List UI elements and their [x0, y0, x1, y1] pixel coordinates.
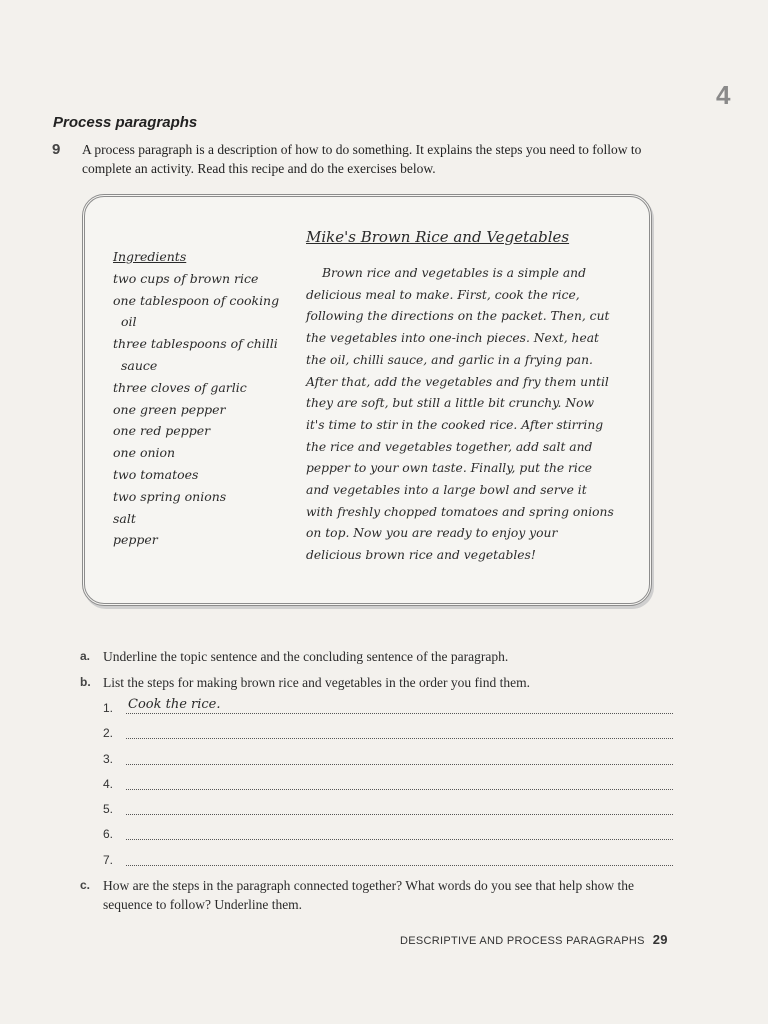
answer-line[interactable]	[126, 814, 673, 815]
task-letter: a.	[80, 649, 91, 663]
task-text: How are the steps in the paragraph connected together? What words do you see that help show the sequence to follow? Underline them.	[103, 878, 634, 912]
exercise-number: 9	[52, 141, 61, 158]
answer-line[interactable]	[126, 839, 673, 840]
answer-line[interactable]	[126, 789, 673, 790]
ingredients-list	[113, 246, 283, 551]
ingredient-item: two tomatoes	[113, 466, 199, 482]
task-text: List the steps for making brown rice and vegetables in the order you find them.	[103, 675, 531, 690]
step-number: 2.	[103, 726, 114, 741]
ingredient-item: sauce	[121, 357, 158, 373]
task-text: Underline the topic sentence and the concluding sentence of the paragraph.	[103, 649, 509, 664]
ingredient-item: one green pepper	[113, 401, 226, 417]
ingredient-item: pepper	[113, 532, 158, 548]
exercise-intro: A process paragraph is a description of how to do something. It explains the steps you need to follow to complete an activity. Read this recipe and do the exercises below.	[82, 142, 642, 176]
step-row	[103, 722, 673, 747]
recipe-paragraph: Brown rice and vegetables is a simple and delicious meal to make. First, cook the rice, following the directions on the packet. Then, cut the vegetables into one-inch pieces. Next, heat the oil, chilli sauce, and garlic in a frying pan. After that, add the vegetables and fry them until they are soft, but still a little bit crunchy. Now it's time to stir in the cooked rice. After stirring the rice and vegetables together, add salt and pepper to your own taste. Finally, put the rice and vegetables into a large bowl and serve it with freshly chopped tomatoes and spring onions on top. Now you are ready to enjoy your delicious brown rice and vegetables!	[306, 266, 614, 563]
task-letter: b.	[80, 675, 91, 689]
step-number: 5.	[103, 802, 114, 817]
step-answer: Cook the rice.	[128, 697, 221, 712]
step-number: 1.	[103, 701, 114, 715]
ingredient-item: two spring onions	[113, 488, 227, 504]
step-number: 6.	[103, 827, 114, 842]
steps-list	[103, 697, 673, 874]
page-number: 29	[652, 932, 668, 947]
ingredient-item: three tablespoons of chilli	[113, 336, 278, 352]
ingredient-item: oil	[121, 314, 137, 330]
page-footer	[400, 932, 668, 947]
ingredient-item: salt	[113, 510, 136, 526]
answer-line[interactable]	[126, 738, 673, 739]
ingredient-item: one red pepper	[113, 423, 211, 439]
footer-title: DESCRIPTIVE AND PROCESS PARAGRAPHS	[400, 935, 645, 947]
task-letter: c.	[80, 878, 91, 892]
step-row	[103, 823, 673, 848]
chapter-number: 4	[716, 80, 731, 110]
step-row	[103, 748, 673, 773]
step-number: 3.	[103, 751, 114, 766]
answer-line[interactable]	[126, 713, 673, 714]
step-number: 4.	[103, 776, 114, 791]
ingredient-item: one onion	[113, 445, 176, 461]
ingredient-item: three cloves of garlic	[113, 379, 247, 395]
ingredient-item: two cups of brown rice	[113, 270, 259, 286]
answer-line[interactable]	[126, 764, 673, 765]
step-row	[103, 798, 673, 823]
ingredients-heading: Ingredients	[113, 249, 187, 264]
recipe-title: Mike's Brown Rice and Vegetables	[306, 228, 570, 246]
answer-line[interactable]	[126, 865, 673, 866]
step-row	[103, 849, 673, 874]
step-row	[103, 773, 673, 798]
step-row	[103, 697, 673, 722]
section-title: Process paragraphs	[53, 114, 198, 131]
step-number: 7.	[103, 852, 114, 867]
ingredient-item: one tablespoon of cooking	[113, 292, 280, 308]
